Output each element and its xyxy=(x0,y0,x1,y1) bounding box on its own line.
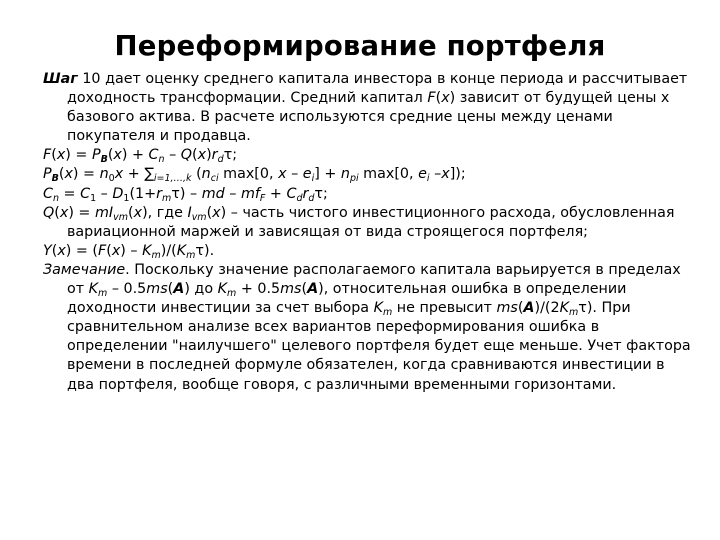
text-run: A xyxy=(307,281,319,298)
text-run: . Поскольку значение располагаемого капитала варьируется в пределах от xyxy=(67,261,681,298)
text-run: Замечание xyxy=(43,261,126,278)
text-run: τ). xyxy=(195,242,215,259)
text-run: e xyxy=(302,166,312,183)
text-run: A xyxy=(173,281,185,298)
text-run: – 0.5 xyxy=(107,281,147,298)
text-run: ( xyxy=(191,166,202,183)
text-run: x xyxy=(64,166,73,183)
paragraph-step-10 xyxy=(43,70,693,146)
text-run: ms xyxy=(496,300,518,317)
text-run: x xyxy=(113,147,122,164)
text-run: ( xyxy=(51,242,58,259)
text-run: ( xyxy=(128,204,134,221)
text-run: τ; xyxy=(223,147,238,164)
text-run: – xyxy=(429,166,442,183)
text-run: ]); xyxy=(449,166,466,183)
text-run: md xyxy=(201,185,225,202)
text-run: d xyxy=(217,154,224,166)
text-run: P xyxy=(43,166,52,183)
text-run: x xyxy=(59,204,69,221)
text-run: + ∑ xyxy=(123,166,154,183)
text-run: i xyxy=(426,173,430,185)
text-run: x xyxy=(56,147,66,164)
text-run: A xyxy=(523,300,535,317)
text-run: 0 xyxy=(108,173,115,185)
text-run: – xyxy=(96,185,113,202)
text-run: τ) – xyxy=(171,185,202,202)
text-run: m xyxy=(161,192,172,204)
text-run: Q xyxy=(180,147,193,164)
text-run: 1 xyxy=(123,192,130,204)
text-run: C xyxy=(80,185,91,202)
text-run: ) = ( xyxy=(65,242,99,259)
text-run: K xyxy=(217,281,228,298)
text-run: F xyxy=(427,90,436,107)
text-run: r xyxy=(211,147,218,164)
text-run: x xyxy=(133,204,143,221)
text-run: – xyxy=(286,166,303,183)
text-run: x xyxy=(57,242,66,259)
text-run: )/( xyxy=(160,242,177,259)
text-run: C xyxy=(43,185,53,202)
text-run: ( xyxy=(167,281,174,298)
text-run: ci xyxy=(210,173,219,185)
text-run: x xyxy=(111,242,121,259)
text-run: ) – часть чистого инвестиционного расхода, обусловленная вариационной маржей и зависящая от вида строящегося портфеля; xyxy=(67,204,675,240)
text-run: ( xyxy=(206,204,213,221)
slide-body xyxy=(43,70,693,395)
text-run: ( xyxy=(517,300,524,317)
text-run: x xyxy=(441,166,450,183)
text-run: r xyxy=(156,185,162,202)
text-run: ( xyxy=(51,147,57,164)
text-run: ) – xyxy=(120,242,143,259)
text-run: m xyxy=(382,307,393,319)
text-run: ms xyxy=(280,281,302,298)
text-run: Q xyxy=(43,204,55,221)
text-run: e xyxy=(418,166,427,183)
text-run: 1 xyxy=(90,192,97,204)
text-run: r xyxy=(302,185,309,202)
text-run: не превысит xyxy=(392,300,497,317)
text-run: ( xyxy=(106,242,112,259)
text-run: + xyxy=(265,185,287,202)
text-run: ( xyxy=(192,147,198,164)
text-run: ( xyxy=(58,166,65,183)
text-run: m xyxy=(227,288,237,300)
text-run: F xyxy=(43,147,52,164)
formula-yield xyxy=(43,242,693,261)
text-run: ) = xyxy=(72,166,100,183)
text-run: Y xyxy=(43,242,52,259)
text-run: ( xyxy=(54,204,60,221)
text-run: (1+ xyxy=(129,185,157,202)
text-run: n xyxy=(201,166,211,183)
paragraph-remark xyxy=(43,261,693,395)
text-run: + 0.5 xyxy=(236,281,281,298)
text-run: Шаг xyxy=(43,71,78,87)
text-run: d xyxy=(296,192,303,204)
text-run: x xyxy=(278,166,287,183)
text-run: ( xyxy=(107,147,114,164)
text-run: n xyxy=(99,166,109,183)
text-run: d xyxy=(308,192,315,204)
text-run: m xyxy=(98,288,108,300)
text-run: τ). При сравнительном анализе всех вариантов переформирования ошибка в определении "наилучшего" целевого портфеля будет еще меньше. Учет фактора времени в последней формуле обязателен, когда сравниваются инвестиции в два портфеля, вообще говоря, с различными временными горизонтами. xyxy=(67,300,691,393)
text-run: x xyxy=(197,147,207,164)
text-run: K xyxy=(373,300,383,317)
text-run: – xyxy=(164,147,181,164)
text-run: K xyxy=(176,242,187,259)
text-run: mf xyxy=(240,185,260,202)
text-run: D xyxy=(112,185,124,202)
text-run: i xyxy=(311,173,315,185)
text-run: vm xyxy=(113,211,129,223)
text-run: I xyxy=(187,204,192,221)
text-run: K xyxy=(142,242,152,259)
text-run: x xyxy=(114,166,124,183)
text-run: pi xyxy=(349,173,359,185)
text-run: ) зависит от будущей цены х базового актива. В расчете используются средние цены между ценами покупателя и продавца. xyxy=(67,90,670,145)
text-run: )/(2 xyxy=(534,300,560,317)
text-run: mI xyxy=(94,204,114,221)
slide-title: Переформирование портфеля xyxy=(114,30,606,62)
formula-cash xyxy=(43,185,693,204)
text-run: max[0, xyxy=(358,166,419,183)
text-run: max[0, xyxy=(218,166,279,183)
text-run: B xyxy=(51,173,59,185)
text-run: – xyxy=(224,185,241,202)
text-run: ), относительная ошибка в определении доходности инвестиции за счет выбора xyxy=(67,281,627,317)
text-run: ) + xyxy=(121,147,149,164)
formula-investment-cost xyxy=(43,204,693,242)
text-run: F xyxy=(259,192,266,204)
text-run: m xyxy=(151,249,161,261)
text-run: ) до xyxy=(184,281,218,298)
text-run: ) xyxy=(206,147,212,164)
text-run: n xyxy=(158,154,165,166)
text-run: K xyxy=(88,281,99,298)
text-run: ), где xyxy=(142,204,188,221)
text-run: C xyxy=(148,147,159,164)
text-run: = xyxy=(59,185,81,202)
text-run: ( xyxy=(301,281,308,298)
text-run: x xyxy=(441,90,450,107)
formula-portfolio-value xyxy=(43,165,693,184)
text-run: ms xyxy=(146,281,168,298)
text-run: n xyxy=(340,166,350,183)
text-run: τ; xyxy=(314,185,328,202)
text-run: ) = xyxy=(68,204,95,221)
text-run: K xyxy=(559,300,569,317)
text-run: m xyxy=(568,307,579,319)
text-run: n xyxy=(52,192,60,204)
text-run: ( xyxy=(435,90,442,107)
text-run: ] + xyxy=(314,166,341,183)
text-run: m xyxy=(186,249,196,261)
text-run: C xyxy=(286,185,297,202)
text-run: i=1,…,k xyxy=(153,173,192,185)
text-run: vm xyxy=(191,211,207,223)
text-run: ) = xyxy=(65,147,92,164)
text-run: 10 дает оценку среднего капитала инвестора в конце периода и рассчитывает доходность трансформации. Средний капитал xyxy=(67,71,688,107)
text-run: F xyxy=(98,242,107,259)
text-run: B xyxy=(100,154,108,166)
text-run: x xyxy=(212,204,221,221)
text-run: P xyxy=(91,147,101,164)
formula-capital xyxy=(43,146,693,165)
